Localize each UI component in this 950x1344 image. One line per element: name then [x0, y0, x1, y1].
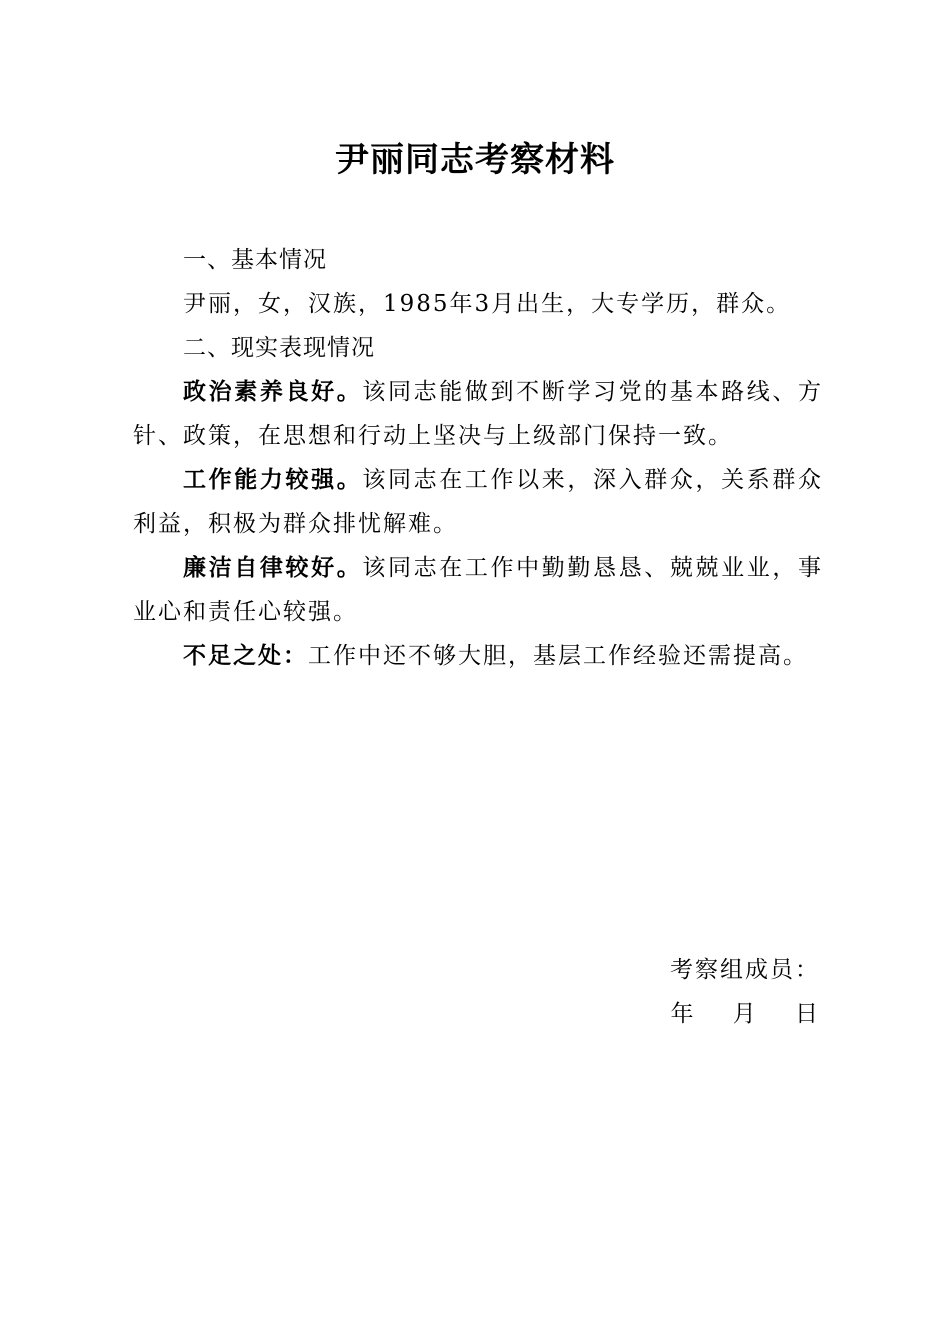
performance-item	[133, 634, 823, 678]
performance-item	[133, 546, 823, 634]
signature-block	[670, 948, 820, 1036]
date-line: 年 月 日	[670, 1001, 820, 1027]
performance-item	[133, 458, 823, 546]
section-heading-performance: 二、现实表现情况	[183, 335, 375, 361]
members-label: 考察组成员：	[670, 957, 820, 983]
performance-item-lead: 廉洁自律较好。	[183, 554, 363, 581]
performance-item-text: 工作中还不够大胆，基层工作经验还需提高。	[308, 643, 808, 669]
performance-item-lead: 政治素养良好。	[183, 378, 363, 405]
section-heading-basic: 一、基本情况	[183, 247, 327, 273]
performance-item-text: 该同志在工作以来，深入群众，关系群众利益，积极为群众排忧解难。	[133, 467, 823, 537]
basic-info-text: 尹丽，女，汉族，1985年3月出生，大专学历，群众。	[183, 291, 792, 317]
performance-item-text: 该同志能做到不断学习党的基本路线、方针、政策，在思想和行动上坚决与上级部门保持一致。	[133, 379, 823, 449]
performance-item-lead: 不足之处：	[183, 642, 308, 669]
document-body	[133, 238, 823, 678]
performance-item	[133, 370, 823, 458]
performance-item-lead: 工作能力较强。	[183, 466, 363, 493]
document-title: 尹丽同志考察材料	[335, 140, 615, 180]
performance-item-text: 该同志在工作中勤勤恳恳、兢兢业业，事业心和责任心较强。	[133, 555, 823, 625]
